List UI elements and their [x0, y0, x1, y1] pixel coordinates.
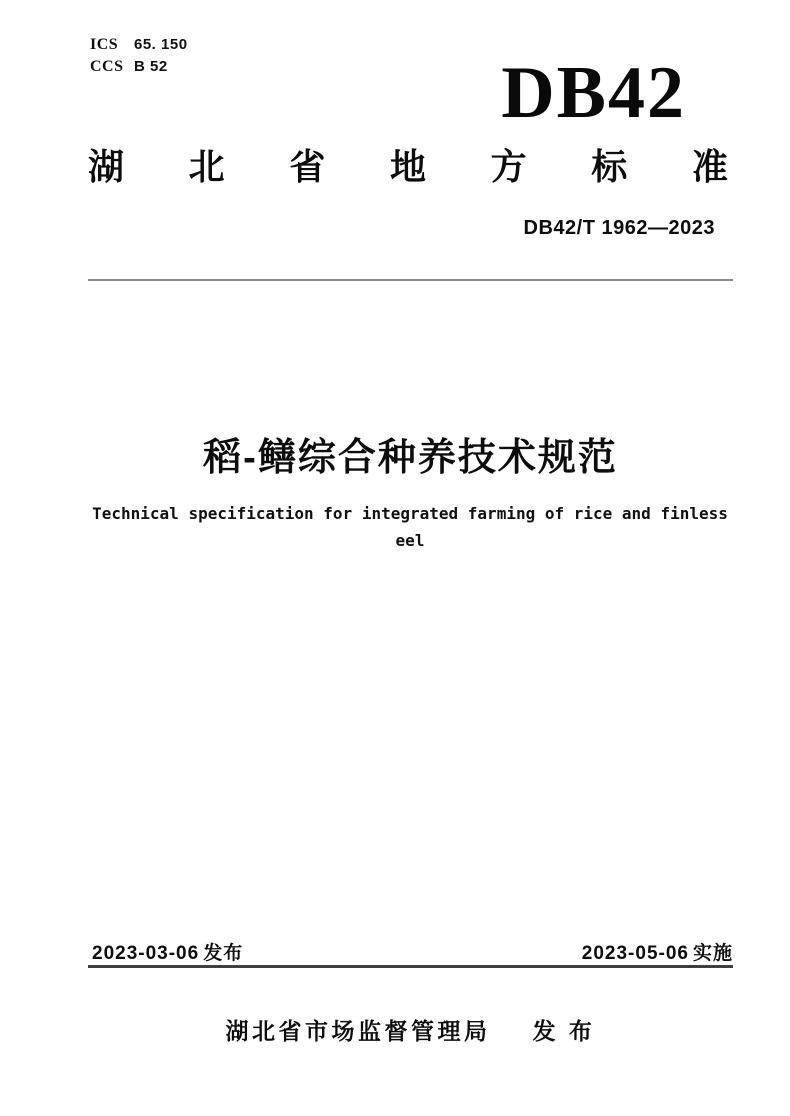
implementation-date: 2023-05-06 [581, 943, 689, 964]
document-title-zh: 稻-鳝综合种养技术规范 [203, 437, 618, 479]
ics-row [90, 36, 188, 58]
standard-type-char: 准 [691, 146, 728, 187]
ics-label: ICS [90, 36, 119, 53]
ccs-value: B 52 [134, 58, 168, 75]
standard-type-char: 地 [389, 146, 426, 187]
publisher-name: 湖北省市场监督管理局 [225, 1018, 491, 1044]
classification-codes [90, 36, 188, 80]
publish-action-label: 发 布 [532, 1018, 596, 1044]
ccs-label: CCS [90, 58, 124, 75]
standard-type-title [88, 147, 728, 187]
header-divider-rule [88, 279, 733, 281]
issue-label: 发布 [203, 943, 244, 964]
implementation-date-item [582, 938, 733, 965]
standard-type-char: 标 [591, 146, 628, 187]
standard-type-char: 北 [188, 146, 225, 187]
standard-type-char: 方 [490, 146, 527, 187]
document-title-en-line1: Technical specification for integrated farming of rice and finless [92, 504, 728, 523]
footer-divider-rule [88, 965, 733, 968]
ics-value: 65. 150 [134, 36, 188, 53]
document-title-en-line2: eel [395, 531, 425, 550]
db42-logo: DB42 [501, 52, 686, 134]
publisher-row [88, 1013, 733, 1046]
ccs-row [90, 58, 188, 80]
standard-type-char: 省 [289, 146, 326, 187]
issue-date-item [92, 938, 243, 965]
implementation-label: 实施 [692, 943, 733, 964]
dates-row [92, 938, 733, 965]
standard-number: DB42/T 1962—2023 [523, 217, 715, 239]
standard-type-char: 湖 [88, 146, 125, 187]
document-title-en [80, 500, 740, 554]
issue-date: 2023-03-06 [92, 943, 200, 964]
